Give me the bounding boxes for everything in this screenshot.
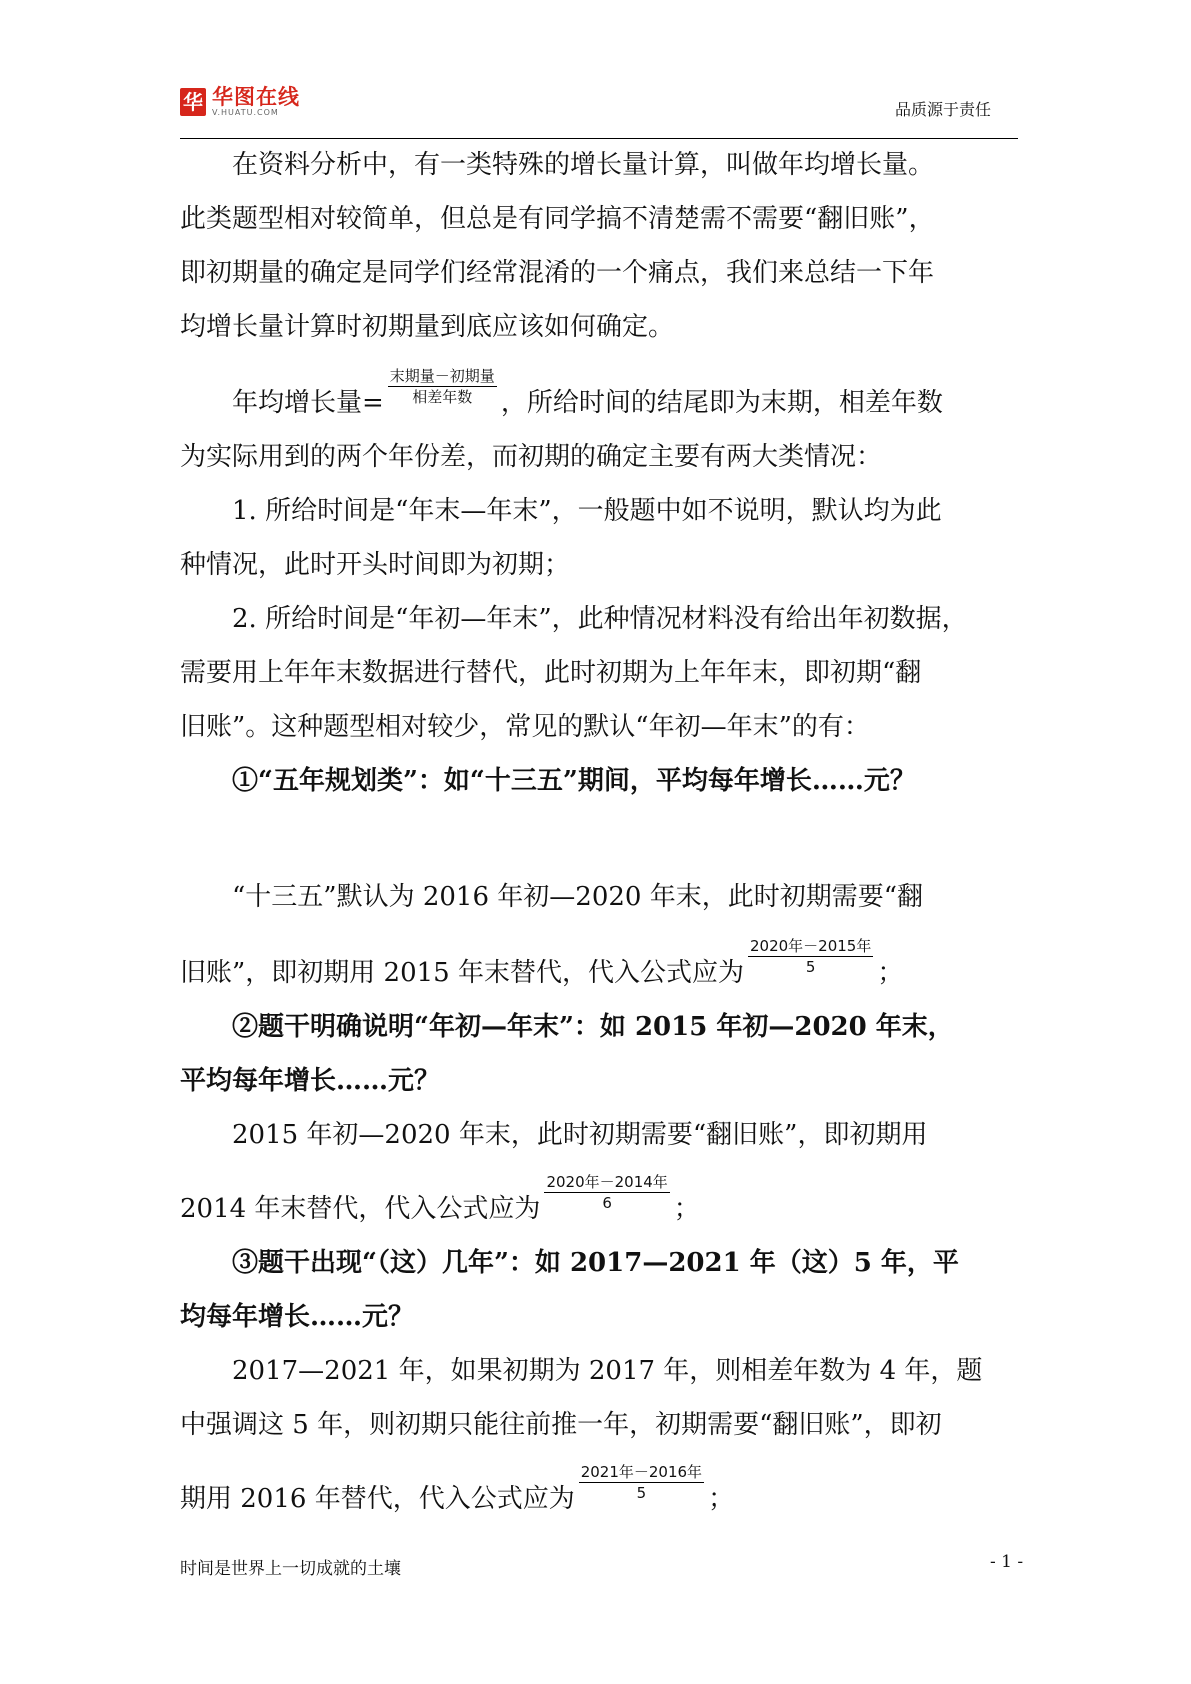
heading-1: ①“五年规划类”：如“十三五”期间，平均每年增长……元？ [232, 766, 916, 796]
header-slogan: 品质源于责任 [895, 100, 992, 119]
logo-text [212, 86, 300, 117]
para-6-line-2 [180, 1172, 1030, 1236]
heading-3-line-1: ③题干出现“（这）几年”：如 2017—2021 年（这）5 年，平 [232, 1248, 959, 1278]
fraction-2015 [748, 936, 873, 977]
heading-2-line-2: 平均每年增长……元？ [180, 1066, 441, 1096]
para-6-text: 2014 年末替代，代入公式应为 [180, 1194, 541, 1224]
fraction-2014 [544, 1172, 669, 1213]
formula-numerator: 末期量－初期量 [389, 366, 495, 385]
para-1-line-2: 此类题型相对较简单，但总是有同学搞不清楚需不需要“翻旧账”， [180, 204, 935, 234]
para-2-line-2: 为实际用到的两个年份差，而初期的确定主要有两大类情况： [180, 442, 883, 472]
fraction-2015-denominator: 5 [805, 957, 816, 976]
para-7-line-3 [180, 1462, 1030, 1526]
para-5-line-2 [180, 936, 1030, 1000]
fraction-2016-numerator: 2021年－2016年 [580, 1462, 703, 1481]
para-2-line-1 [232, 366, 1082, 430]
logo-mark-icon: 华 [180, 88, 206, 116]
para-3-line-1: 1. 所给时间是“年末—年末”，一般题中如不说明，默认均为此 [232, 496, 942, 526]
para-5-line-1: “十三五”默认为 2016 年初—2020 年末，此时初期需要“翻 [232, 882, 924, 912]
para-1-line-3: 即初期量的确定是同学们经常混淆的一个痛点，我们来总结一下年 [180, 258, 935, 288]
para-6-end: ； [673, 1194, 700, 1224]
para-1-line-4: 均增长量计算时初期量到底应该如何确定。 [180, 312, 675, 342]
fraction-2016-denominator: 5 [636, 1483, 647, 1502]
para-3-line-2: 种情况，此时开头时间即为初期； [180, 550, 571, 580]
para-7-end: ； [708, 1484, 735, 1514]
para-1-line-1: 在资料分析中，有一类特殊的增长量计算，叫做年均增长量。 [232, 150, 935, 180]
page-number: - 1 - [990, 1552, 1024, 1572]
para-7-line-2: 中强调这 5 年，则初期只能往前推一年，初期需要“翻旧账”，即初 [180, 1410, 942, 1440]
heading-2-line-1: ②题干明确说明“年初—年末”：如 2015 年初—2020 年末， [232, 1012, 954, 1042]
huatu-logo [180, 86, 300, 117]
para-2-rest: ，所给时间的结尾即为末期，相差年数 [500, 388, 943, 418]
fraction-2014-denominator: 6 [602, 1193, 612, 1212]
fraction-2016 [579, 1462, 704, 1503]
para-7-line-1: 2017—2021 年，如果初期为 2017 年，则相差年数为 4 年，题 [232, 1356, 983, 1386]
brand-url: V.HUATU.COM [212, 108, 279, 117]
para-5-end: ； [877, 958, 904, 988]
fraction-2014-numerator: 2020年－2014年 [546, 1172, 668, 1191]
para-5-text: 旧账”，即初期用 2015 年末替代，代入公式应为 [180, 958, 744, 988]
formula-denominator: 相差年数 [412, 387, 473, 406]
heading-3-line-2: 均每年增长……元？ [180, 1302, 415, 1332]
para-4-line-1: 2. 所给时间是“年初—年末”，此种情况材料没有给出年初数据， [232, 604, 968, 634]
formula-fraction [388, 366, 497, 407]
footer-motto: 时间是世界上一切成就的土壤 [180, 1559, 401, 1579]
fraction-2015-numerator: 2020年－2015年 [750, 936, 872, 955]
para-6-line-1: 2015 年初—2020 年末，此时初期需要“翻旧账”，即初期用 [232, 1120, 928, 1150]
para-7-text: 期用 2016 年替代，代入公式应为 [180, 1484, 575, 1514]
brand-name: 华图在线 [212, 85, 300, 109]
para-4-line-3: 旧账”。这种题型相对较少，常见的默认“年初—年末”的有： [180, 712, 870, 742]
para-4-line-2: 需要用上年年末数据进行替代，此时初期为上年年末，即初期“翻 [180, 658, 922, 688]
formula-label: 年均增长量= [232, 388, 384, 418]
